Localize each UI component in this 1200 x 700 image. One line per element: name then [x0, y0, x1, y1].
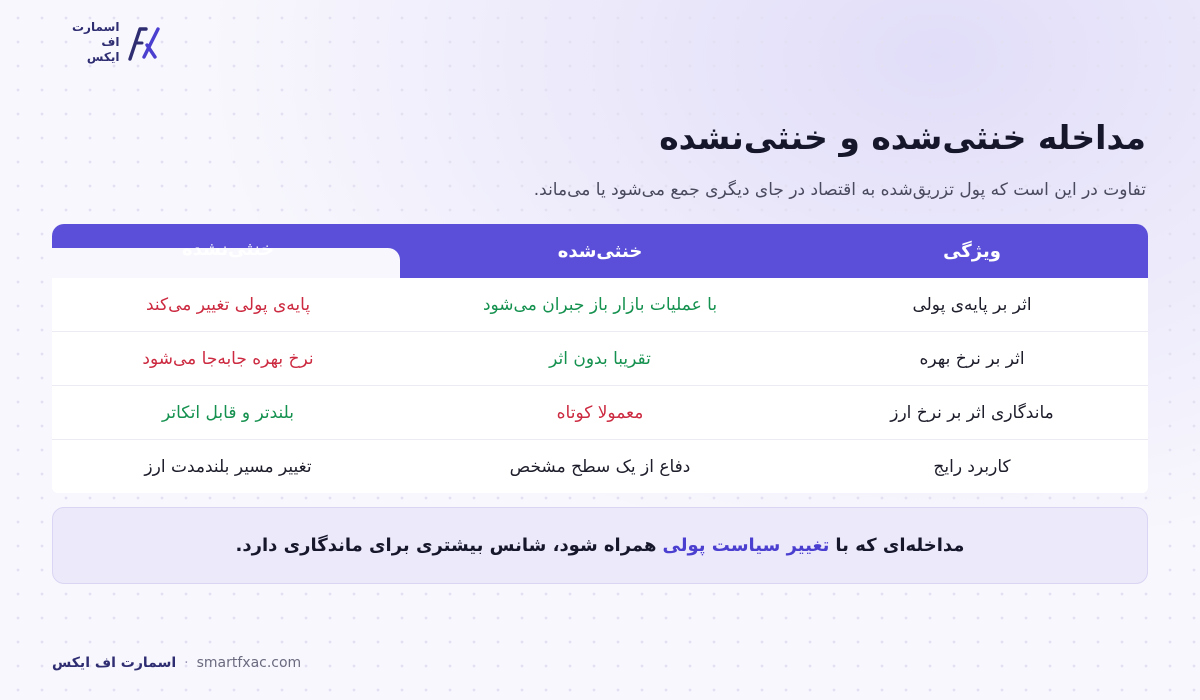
- key-takeaway-callout: [52, 507, 1148, 584]
- logo-line-1: اسمارت: [72, 20, 120, 34]
- table-header: [52, 224, 1148, 278]
- cell-unsterilized: تغییر مسیر بلندمدت ارز: [144, 456, 312, 477]
- header-feature-label: ویژگی: [943, 240, 1001, 262]
- header-unsterilized: [52, 224, 404, 278]
- cell-unsterilized: پایه‌ی پولی تغییر می‌کند: [145, 294, 311, 315]
- callout-text-before: مداخله‌ای که با: [835, 535, 965, 556]
- cell-feature: کاربرد رایج: [933, 456, 1011, 477]
- header-sterilized: [404, 224, 796, 278]
- table-row: [52, 278, 1148, 332]
- cell-feature: اثر بر نرخ بهره: [919, 348, 1025, 369]
- table-body: [52, 278, 1148, 493]
- logo-mark-icon: [127, 23, 161, 63]
- comparison-table: [52, 224, 1148, 493]
- footer-brand: اسمارت اف ایکس: [52, 655, 177, 671]
- table-row: [52, 332, 1148, 386]
- header-unsterilized-label: خنثی‌نشده: [182, 238, 274, 260]
- cell-unsterilized: بلندتر و قابل اتکاتر: [162, 402, 294, 423]
- page-subtitle: تفاوت در این است که پول تزریق‌شده به اقتصاد در جای دیگری جمع می‌شود یا می‌ماند.: [533, 180, 1146, 200]
- logo-line-3: ایکس: [86, 50, 120, 64]
- table-row: [52, 386, 1148, 440]
- cell-sterilized: معمولا کوتاه: [556, 402, 644, 423]
- cell-feature: اثر بر پایه‌ی پولی: [912, 294, 1032, 315]
- footer-website-link[interactable]: smartfxac.com: [196, 655, 302, 671]
- footer: [52, 655, 301, 671]
- header-sterilized-label: خنثی‌شده: [557, 240, 643, 262]
- cell-unsterilized: نرخ بهره جابه‌جا می‌شود: [142, 348, 314, 369]
- table-row: [52, 440, 1148, 493]
- callout-highlight: تغییر سیاست پولی: [662, 535, 830, 556]
- logo-wordmark: [72, 20, 119, 65]
- header-feature: [796, 224, 1148, 278]
- brand-logo: [72, 20, 161, 65]
- callout-text-after: همراه شود، شانس بیشتری برای ماندگاری دارد.: [235, 535, 657, 556]
- cell-sterilized: دفاع از یک سطح مشخص: [509, 456, 691, 477]
- page-title: مداخله خنثی‌شده و خنثی‌نشده: [659, 118, 1146, 157]
- cell-feature: ماندگاری اثر بر نرخ ارز: [890, 402, 1054, 423]
- cell-sterilized: تقریبا بدون اثر: [549, 348, 651, 369]
- footer-separator: ·: [184, 655, 189, 671]
- logo-line-2: اف: [101, 35, 120, 49]
- cell-sterilized: با عملیات بازار باز جبران می‌شود: [482, 294, 718, 315]
